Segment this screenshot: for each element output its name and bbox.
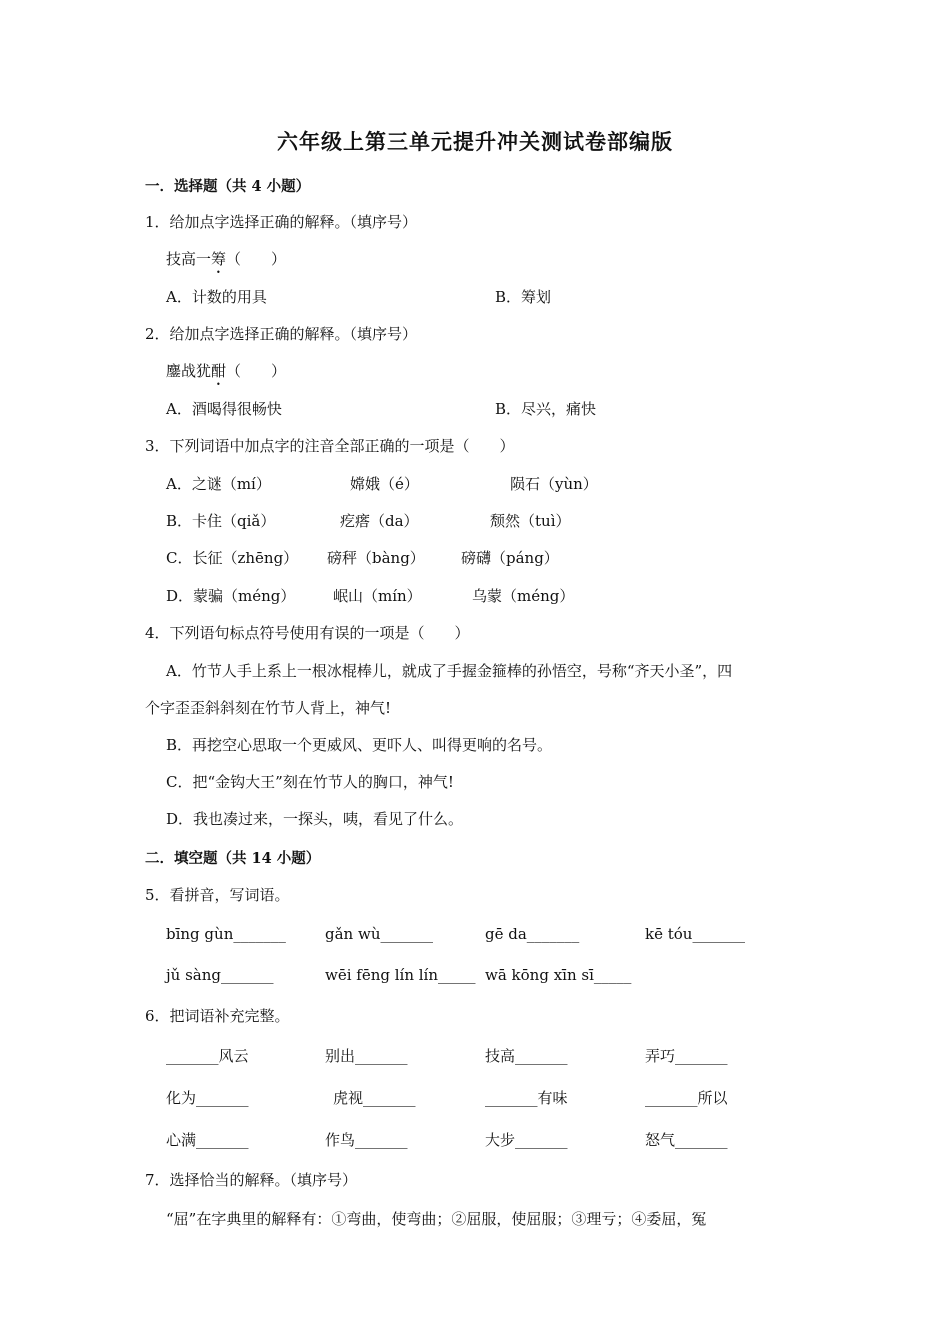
question-7-text: “屈”在字典里的解释有：①弯曲，使弯曲；②屈服，使屈服；③理亏；④委屈，冤 bbox=[166, 1210, 707, 1228]
idiom-blank[interactable]: 怒气_______ bbox=[645, 1131, 728, 1149]
question-7-stem: 7．选择恰当的解释。（填序号） bbox=[145, 1171, 358, 1189]
idiom-blank[interactable]: _______有味 bbox=[485, 1089, 568, 1107]
idiom-blank[interactable]: 心满_______ bbox=[166, 1131, 249, 1149]
pinyin-blank[interactable]: jǔ sàng_______ bbox=[166, 966, 274, 984]
idiom-blank[interactable]: 技高_______ bbox=[485, 1047, 568, 1065]
pinyin-blank[interactable]: gē da_______ bbox=[485, 925, 580, 943]
question-2-stem: 2．给加点字选择正确的解释。（填序号） bbox=[145, 325, 418, 343]
question-3-option: D．蒙骗（méng） bbox=[166, 587, 296, 605]
question-4-option-b: B．再挖空心思取一个更威风、更吓人、叫得更响的名号。 bbox=[166, 736, 553, 754]
question-3-option: 岷山（mín） bbox=[333, 587, 422, 605]
idiom-blank[interactable]: 大步_______ bbox=[485, 1131, 568, 1149]
idiom-blank[interactable]: 化为_______ bbox=[166, 1089, 249, 1107]
dotted-character: 酣 bbox=[211, 362, 227, 380]
question-3-option: 颓然（tuì） bbox=[490, 512, 571, 530]
question-1-phrase: 技高一筹（ ） bbox=[166, 250, 287, 268]
question-3-option: 磅礴（páng） bbox=[461, 549, 559, 567]
pinyin-blank[interactable]: bīng gùn_______ bbox=[166, 925, 286, 943]
question-5-stem: 5．看拼音，写词语。 bbox=[145, 886, 290, 904]
question-3-option: 乌蒙（méng） bbox=[472, 587, 575, 605]
question-2-option-a: A．酒喝得很畅快 bbox=[166, 400, 282, 418]
dotted-character: 筹 bbox=[211, 250, 227, 268]
question-4-option-a: A．竹节人手上系上一根冰棍棒儿，就成了手握金箍棒的孙悟空，号称“齐天小圣”，四 bbox=[166, 662, 733, 680]
idiom-blank[interactable]: 别出_______ bbox=[325, 1047, 408, 1065]
question-3-option: C．长征（zhēng） bbox=[166, 549, 299, 567]
section-heading-fill: 二．填空题（共 14 小题） bbox=[145, 850, 321, 867]
question-4-option-a-cont: 个字歪歪斜斜刻在竹节人背上，神气! bbox=[145, 699, 392, 717]
question-3-option: 嫦娥（é） bbox=[350, 475, 419, 493]
question-6-stem: 6．把词语补充完整。 bbox=[145, 1007, 290, 1025]
pinyin-blank[interactable]: gǎn wù_______ bbox=[325, 925, 433, 943]
question-3-stem: 3．下列词语中加点字的注音全部正确的一项是（ ） bbox=[145, 437, 515, 455]
question-4-option-c: C．把“金钩大王”刻在竹节人的胸口，神气! bbox=[166, 773, 454, 791]
pinyin-blank[interactable]: kē tóu_______ bbox=[645, 925, 745, 943]
question-3-option: B．卡住（qiǎ） bbox=[166, 512, 276, 530]
idiom-blank[interactable]: 弄巧_______ bbox=[645, 1047, 728, 1065]
question-4-stem: 4．下列语句标点符号使用有误的一项是（ ） bbox=[145, 624, 470, 642]
question-1-stem: 1．给加点字选择正确的解释。（填序号） bbox=[145, 213, 418, 231]
question-2-phrase: 鏖战犹酣（ ） bbox=[166, 362, 287, 380]
page-title: 六年级上第三单元提升冲关测试卷部编版 bbox=[277, 129, 673, 154]
pinyin-blank[interactable]: wēi fēng lín lín_____ bbox=[325, 966, 476, 984]
idiom-blank[interactable]: 虎视_______ bbox=[333, 1089, 416, 1107]
question-2-option-b: B．尽兴，痛快 bbox=[495, 400, 597, 418]
question-1-option-a: A．计数的用具 bbox=[166, 288, 267, 306]
question-4-option-d: D．我也凑过来，一探头，咦，看见了什么。 bbox=[166, 810, 464, 828]
section-heading-choice: 一．选择题（共 4 小题） bbox=[145, 178, 311, 195]
idiom-blank[interactable]: 作鸟_______ bbox=[325, 1131, 408, 1149]
question-3-option: 陨石（yùn） bbox=[510, 475, 598, 493]
question-3-option: A．之谜（mí） bbox=[166, 475, 271, 493]
question-3-option: 疙瘩（da） bbox=[340, 512, 419, 530]
question-1-option-b: B．筹划 bbox=[495, 288, 552, 306]
question-3-option: 磅秤（bàng） bbox=[327, 549, 425, 567]
idiom-blank[interactable]: _______所以 bbox=[645, 1089, 728, 1107]
pinyin-blank[interactable]: wā kōng xīn sī_____ bbox=[485, 966, 632, 984]
idiom-blank[interactable]: _______风云 bbox=[166, 1047, 249, 1065]
